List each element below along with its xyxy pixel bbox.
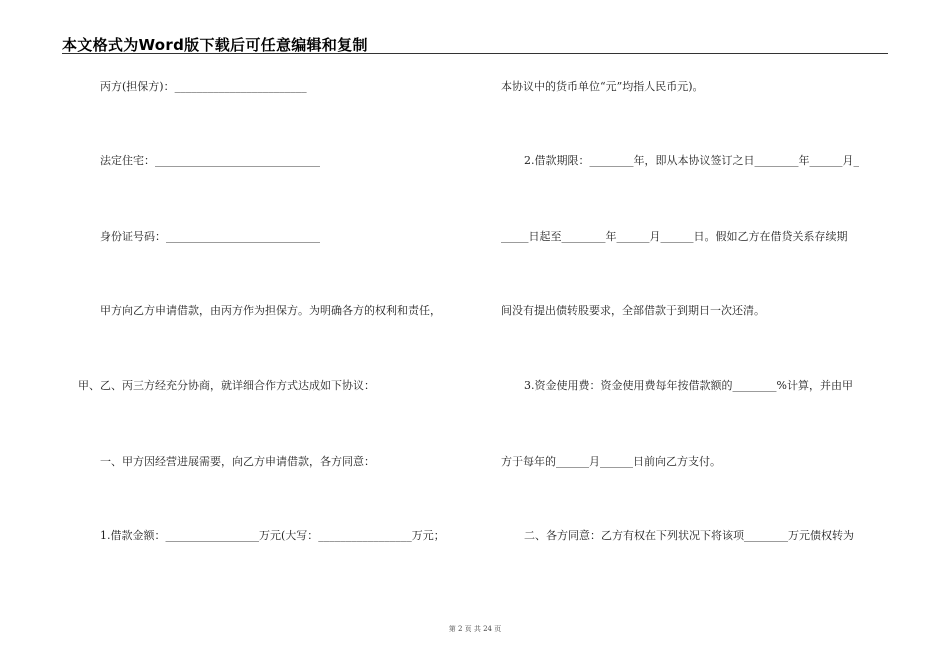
- right-line-term-end: _____日起至________年______月______日。假如乙方在借贷关系存续期: [501, 230, 848, 243]
- right-line-clause-two: 二、各方同意：乙方有权在下列状况下将该项________万元债权转为: [524, 529, 854, 542]
- right-line-loan-term: 2.借款期限：________年，即从本协议签订之日________年______月_: [524, 154, 859, 167]
- left-line-intro: 甲方向乙方申请借款，由丙方作为担保方。为明确各方的权利和责任，: [100, 304, 441, 317]
- left-line-clause-one: 一、甲方因经营进展需要，向乙方申请借款，各方同意：: [100, 455, 375, 468]
- right-line-currency: 本协议中的货币单位“元”均指人民币元)。: [501, 80, 704, 93]
- right-line-usage-fee: 3.资金使用费：资金使用费每年按借款额的________%计算，并由甲: [524, 379, 853, 392]
- right-line-payment-date: 方于每年的______月______日前向乙方支付。: [501, 455, 721, 468]
- left-line-address: 法定住宅：______________________________: [100, 154, 320, 167]
- right-line-repayment: 间没有提出债转股要求，全部借款于到期日一次还清。: [501, 304, 765, 317]
- document-header-title: 本文格式为Word版下载后可任意编辑和复制: [62, 36, 368, 54]
- left-line-loan-amount: 1.借款金额：_________________万元(大写：_________________万元；: [100, 529, 445, 542]
- left-line-guarantor: 丙方(担保方)：________________________: [100, 80, 307, 93]
- left-line-id-number: 身份证号码：____________________________: [100, 230, 320, 243]
- left-line-agreement: 甲、乙、丙三方经充分协商，就详细合作方式达成如下协议：: [78, 379, 375, 392]
- header-divider: [62, 53, 888, 54]
- page-number: 第 2 页 共 24 页: [448, 625, 502, 633]
